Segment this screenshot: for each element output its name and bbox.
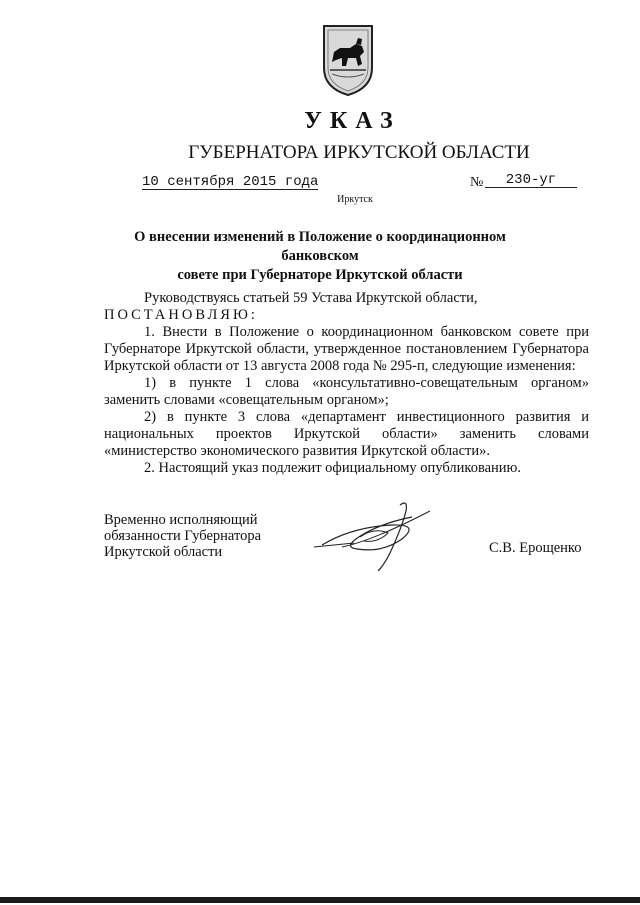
heading-line-2: совете при Губернаторе Иркутской области [177,267,463,283]
signer-line-1: Временно исполняющий [104,512,258,528]
document-date [142,174,318,190]
document-date-value: 10 сентября 2015 года [142,174,319,190]
postanovlyayu-text: ПОСТАНОВЛЯЮ: [104,307,258,323]
handwritten-signature [302,497,452,577]
document-city: Иркутск [337,194,373,205]
item-1-paragraph: 1. Внести в Положение о координационном банковском совете при Губернаторе Иркутской области, утвержденное постановлением Губернатора Иркутской области от 13 августа 2008 года № 295-п, следующие изменения: [104,324,589,374]
signer-line-2: обязанности Губернатора [104,528,262,544]
document-heading [110,228,530,285]
signer-name: С.В. Ерощенко [489,540,582,556]
preamble-paragraph: Руководствуясь статьей 59 Устава Иркутской области, [144,290,478,306]
document-number-label: № [470,175,484,190]
document-number: 230-уг [485,173,577,188]
item-2-paragraph: 2. Настоящий указ подлежит официальному опубликованию. [144,460,522,476]
heading-line-1: О внесении изменений в Положение о координационном банковском [134,229,506,264]
document-subtitle: ГУБЕРНАТОРА ИРКУТСКОЙ ОБЛАСТИ [188,142,530,163]
document-body [104,290,589,477]
coat-of-arms-icon [320,22,376,98]
item-1-2-paragraph: 2) в пункте 3 слова «департамент инвестиционного развития и национальных проектов Иркутской области» заменить словами «министерство экономического развития Иркутской области». [104,409,589,459]
item-1-1-paragraph: 1) в пункте 1 слова «консультативно-совещательным органом» заменить словами «совещательным органом»; [104,375,589,408]
signer-position [104,512,314,560]
signer-line-3: Иркутской области [104,544,223,560]
scan-bottom-edge [0,897,640,903]
document-title: УКАЗ [304,108,401,134]
